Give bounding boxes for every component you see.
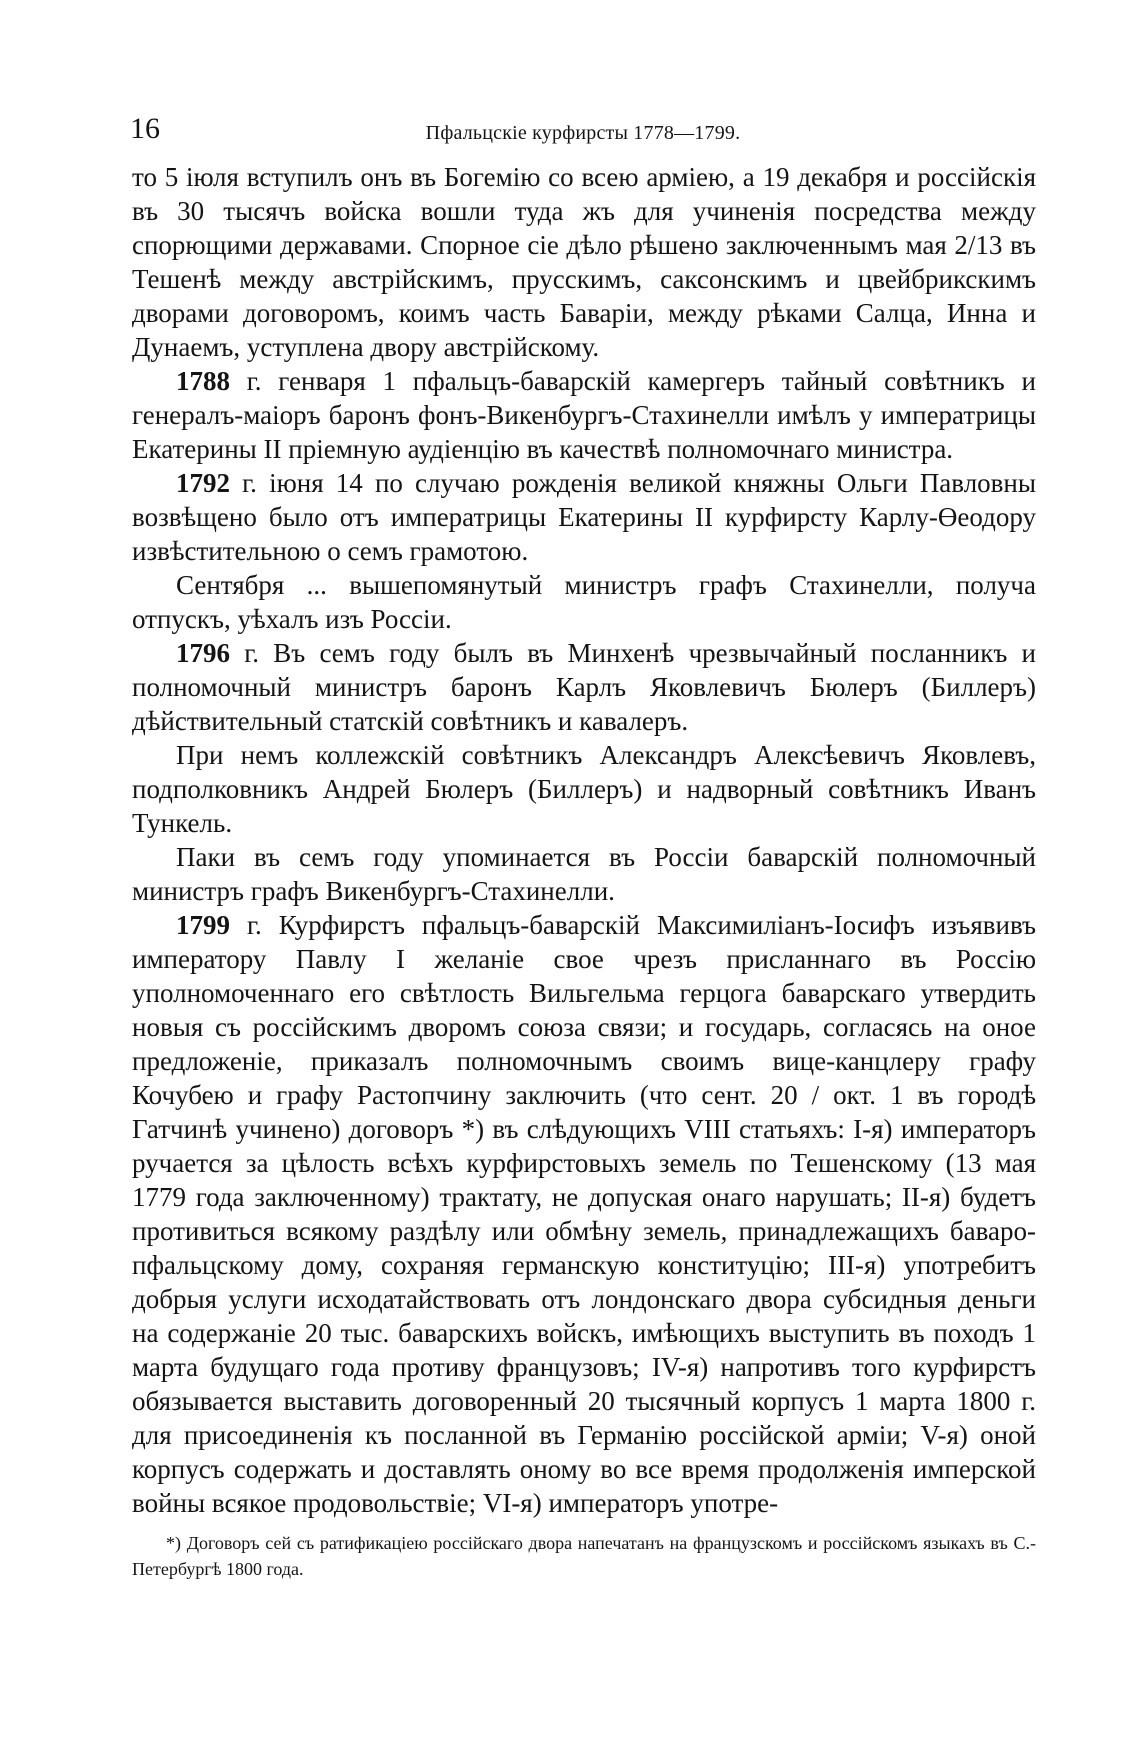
paragraph-1788: [132, 364, 1036, 466]
paragraph-staff-text: При немъ коллежскій совѣтникъ Александръ Алексѣевичъ Яковлевъ, подполковникъ Андрей Бюлеръ (Биллеръ) и надворный совѣтникъ Иванъ Тункель.: [132, 740, 1036, 838]
paragraph-1799-text: г. Курфирстъ пфальцъ-баварскій Максимиліанъ-Іосифъ изъявивъ императору Павлу I желаніе свое чрезъ присланнаго въ Россію уполномоченнаго его свѣтлость Вильгельма герцога баварскаго утвердить новыя съ россійскимъ дворомъ союза связи; и государь, согласясь на оное предложеніе, приказалъ полномочнымъ своимъ вице-канцлеру графу Кочубею и графу Растопчину заключить (что сент. 20 / окт. 1 въ городѣ Гатчинѣ учинено) договоръ *) въ слѣдующихъ VIII статьяхъ: І-я) императоръ ручается за цѣлость всѣхъ курфирстовыхъ земель по Тешенскому (13 мая 1779 года заключенному) трактату, не допуская онаго нарушать; II-я) будетъ противиться всякому раздѣлу или обмѣну земель, принадлежащихъ баваро-пфальцскому дому, сохраняя германскую конституцію; III-я) употребитъ добрыя услуги исходатайствовать отъ лондонскаго двора субсидныя деньги на содержаніе 20 тыс. баварскихъ войскъ, имѣющихъ выступить въ походъ 1 марта будущаго года противу французовъ; IV-я) напротивъ того курфирстъ обязывается выставить договоренный 20 тысячный корпусъ 1 марта 1800 г. для присоединенія къ посланной въ Германію россійской арміи; V-я) оной корпусъ содержать и доставлять оному во все время продолженія имперской войны всякое продовольствіе; VI-я) императоръ употре-: [132, 910, 1036, 1518]
paragraph-1792-text: г. іюня 14 по случаю рожденія великой княжны Ольги Павловны возвѣщено было отъ императрицы Екатерины II курфирсту Карлу-Өеодору извѣстительною о семъ грамотою.: [132, 468, 1036, 566]
paragraph-envoy: [132, 840, 1036, 908]
running-head: [130, 112, 1036, 152]
year-1796: 1796: [176, 638, 230, 668]
paragraph-1788-text: г. генваря 1 пфальцъ-баварскій камергеръ тайный совѣтникъ и генералъ-маіоръ баронъ фонъ-Викенбургъ-Стахинелли имѣлъ у императрицы Екатерины II пріемную аудіенцію въ качествѣ полномочнаго министра.: [132, 366, 1036, 464]
paragraph-1796: [132, 636, 1036, 738]
year-1792: 1792: [176, 468, 230, 498]
main-text: [132, 160, 1036, 1520]
running-title: Пфальцскіе курфирсты 1778—1799.: [425, 122, 741, 144]
paragraph-september-text: Сентября ... вышепомянутый министръ графъ Стахинелли, получа отпускъ, уѣхалъ изъ Россіи.: [132, 570, 1036, 634]
paragraph-envoy-text: Паки въ семъ году упоминается въ Россіи баварскій полномочный министръ графъ Викенбургъ-Стахинелли.: [132, 842, 1036, 906]
paragraph-1796-text: г. Въ семъ году былъ въ Минхенѣ чрезвычайный посланникъ и полномочный министръ баронъ Карлъ Яковлевичъ Бюлеръ (Биллеръ) дѣйствительный статскій совѣтникъ и кавалеръ.: [132, 638, 1036, 736]
paragraph-1792: [132, 466, 1036, 568]
year-1788: 1788: [176, 366, 230, 396]
paragraph-september: [132, 568, 1036, 636]
paragraph-1-text: то 5 іюля вступилъ онъ въ Богемію со всею арміею, а 19 декабря и россійскія въ 30 тысячъ войска вошли туда жъ для учиненія посредства между спорющими державами. Спорное сіе дѣло рѣшено заключеннымъ мая 2/13 въ Тешенѣ между австрійскимъ, прусскимъ, саксонскимъ и цвейбрикскимъ дворами договоромъ, коимъ часть Баваріи, между рѣками Салца, Инна и Дунаемъ, уступлена двору австрійскому.: [132, 162, 1036, 362]
year-1799: 1799: [176, 910, 230, 940]
paragraph-staff: [132, 738, 1036, 840]
footnote: *) Договоръ сей съ ратификаціею россійскаго двора напечатанъ на французскомъ и россійскомъ языкахъ въ С.-Петербургѣ 1800 года.: [132, 1533, 1036, 1579]
page-number: 16: [130, 112, 160, 145]
paragraph-1: [132, 160, 1036, 364]
paragraph-1799: [132, 908, 1036, 1520]
